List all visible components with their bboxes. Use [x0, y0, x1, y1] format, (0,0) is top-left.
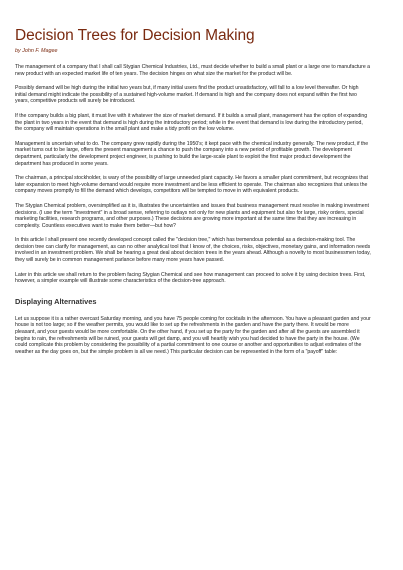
paragraph: The Stygian Chemical problem, oversimplified as it is, illustrates the uncertainties and issues that business management must resolve in making investment decisions. (I use the term "investment" in a broad sense, referring to outlays not only for new plants and equipment but also for large, risky orders, special marketing facilities, research programs, and other purposes.) These decisions are growing more important at the same time that they are increasing in complexity. Countless executives want to make them better—but how?: [15, 202, 369, 229]
paragraph: Possibly demand will be high during the initial two years but, if many initial users find the product unsatisfactory, will fall to a low level thereafter. Or high initial demand might indicate the possibility of a sustained high-volume market. If demand is high and the company does not expand within the first two years, competitive products will surely be introduced.: [15, 85, 359, 105]
section-heading: Displaying Alternatives: [15, 296, 97, 306]
byline: [15, 48, 371, 54]
byline-prefix: by: [15, 48, 21, 54]
paragraph: Later in this article we shall return to the problem facing Stygian Chemical and see how management can proceed to solve it by using decision trees. First, however, a simpler example will illustrate some characteristics of the decision-tree approach.: [15, 271, 366, 285]
paragraph: In this article I shall present one recently developed concept called the "decision tree," which has tremendous potential as a decision-making tool. The decision tree can clarify for management, as can no other analytical tool that I know of, the choices, risks, objectives, monetary gains, and information needs involved in an investment problem. We shall be hearing a great deal about decision trees in the years ahead. Although a novelty to most businessmen today, they will surely be in common management parlance before many more years have passed.: [15, 237, 371, 264]
paragraph: The management of a company that I shall call Stygian Chemical Industries, Ltd., must decide whether to build a small plant or a large one to manufacture a new product with an expected market life of ten years. The decision hinges on what size the market for the product will be.: [15, 64, 371, 77]
paragraph: Management is uncertain what to do. The company grew rapidly during the 1950's; it kept pace with the chemical industry generally. The new product, if the market turns out to be large, offers the present management a chance to push the company into a new period of profitable growth. The development department, particularly the development project engineer, is pushing to build the large-scale plant to exploit the first major product development the department has produced in some years.: [15, 140, 369, 167]
paragraph: Let us suppose it is a rather overcast Saturday morning, and you have 75 people coming for cocktails in the afternoon. You have a pleasant garden and your house is not too large; so if the weather permits, you would like to set up the refreshments in the garden and have the party there. It would be more pleasant, and your guests would be more comfortable. On the other hand, if you set up the party for the garden and after all the guests are assembled it begins to rain, the refreshments will be ruined, your guests will get damp, and you will heartily wish you had decided to have the party in the house. (We could complicate this problem by considering the possibility of a partial commitment to one course or another and opportunities to adjust estimates of the weather as the day goes on, but the simple problem is all we need.) This particular decision can be represented in the form of a "payoff" table:: [15, 315, 371, 355]
author-name: John F. Magee: [22, 48, 58, 54]
paragraph: If the company builds a big plant, it must live with it whatever the size of market demand. If it builds a small plant, management has the option of expanding the plant in two years in the event that demand is high during the introductory period; while in the event that demand is low during the introductory period, the company will maintain operations in the small plant and make a tidy profit on the low volume.: [15, 112, 368, 133]
paragraph: The chairman, a principal stockholder, is wary of the possibility of large unneeded plant capacity. He favors a smaller plant commitment, but recognizes that later expansion to meet high-volume demand would require more investment and be less efficient to operate. The chairman also recognizes that unless the company moves promptly to fill the demand which develops, competitors will be tempted to move in with equivalent products.: [15, 175, 368, 195]
document-title: Decision Trees for Decision Making: [15, 27, 255, 44]
